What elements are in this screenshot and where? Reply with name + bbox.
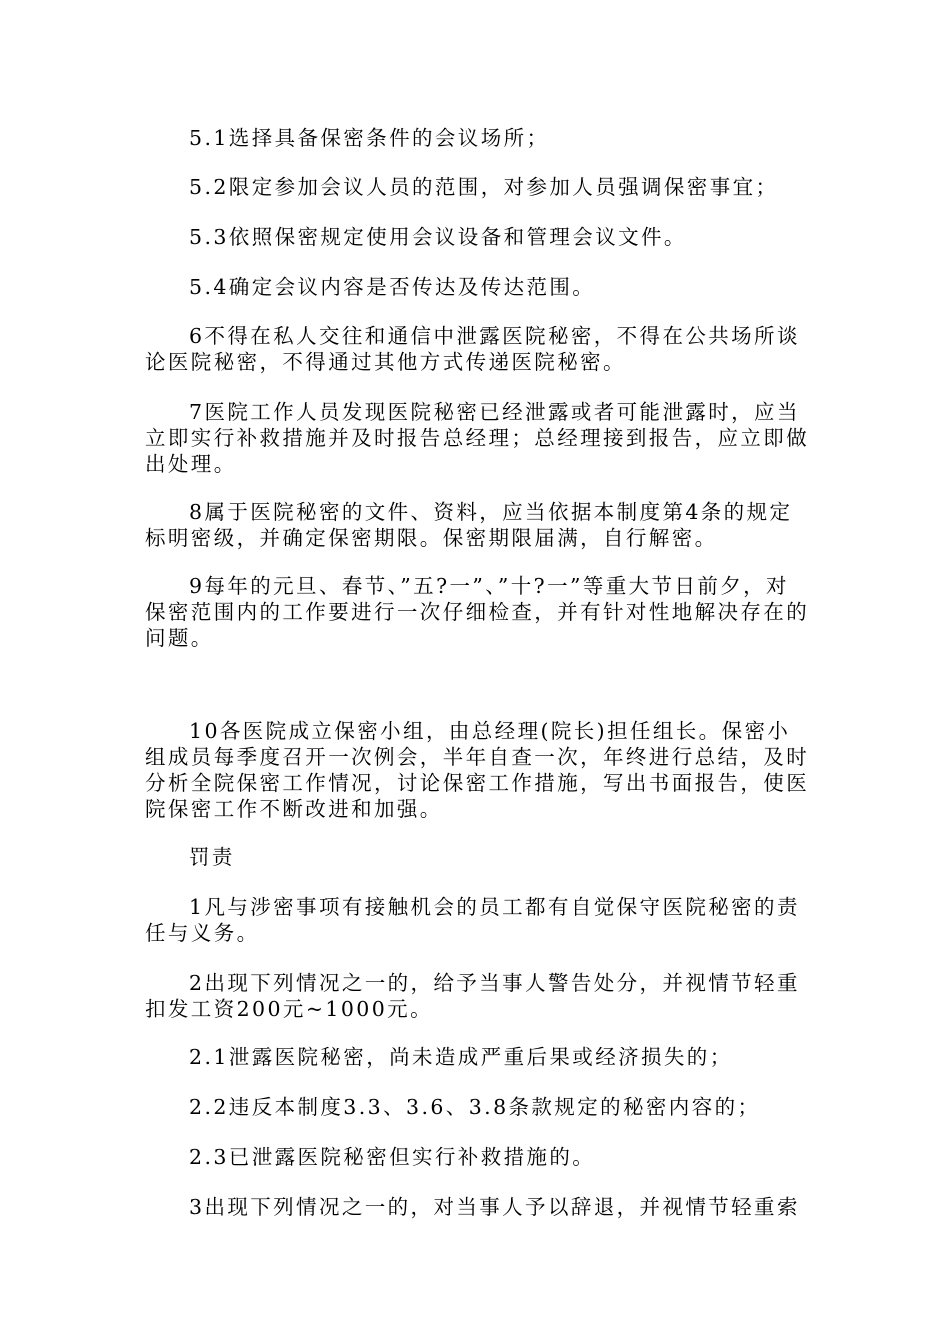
paragraph-5-3: 5.3依照保密规定使用会议设备和管理会议文件。 — [189, 225, 687, 249]
penalty-paragraph-3: 3出现下列情况之一的，对当事人予以辞退，并视情节轻重索 — [189, 1195, 800, 1219]
penalty-paragraph-2-1: 2.1泄露医院秘密，尚未造成严重后果或经济损失的； — [189, 1045, 733, 1069]
paragraph-8: 8属于医院秘密的文件、资料，应当依据本制度第4条的规定标明密级，并确定保密期限。保密期限届满，自行解密。 — [145, 500, 793, 550]
paragraph-5-4: 5.4确定会议内容是否传达及传达范围。 — [189, 275, 596, 299]
penalty-paragraph-2-3: 2.3已泄露医院秘密但实行补救措施的。 — [189, 1145, 596, 1169]
penalty-paragraph-1: 1凡与涉密事项有接触机会的员工都有自觉保守医院秘密的责任与义务。 — [145, 895, 800, 945]
paragraph-6: 6不得在私人交往和通信中泄露医院秘密，不得在公共场所谈论医院秘密，不得通过其他方式传递医院秘密。 — [145, 324, 800, 374]
penalty-paragraph-2-2: 2.2违反本制度3.3、3.6、3.8条款规定的秘密内容的； — [189, 1095, 761, 1119]
penalty-paragraph-2: 2出现下列情况之一的，给予当事人警告处分，并视情节轻重扣发工资200元~1000元。 — [145, 971, 800, 1021]
paragraph-5-2: 5.2限定参加会议人员的范围，对参加人员强调保密事宜； — [189, 175, 779, 199]
paragraph-9: 9每年的元旦、春节、”五?一”、”十?一”等重大节日前夕，对保密范围内的工作要进行一次仔细检查，并有针对性地解决存在的问题。 — [145, 574, 810, 650]
section-heading-penalty: 罚责 — [189, 845, 235, 869]
paragraph-5-1: 5.1选择具备保密条件的会议场所； — [189, 126, 550, 150]
paragraph-7: 7医院工作人员发现医院秘密已经泄露或者可能泄露时，应当立即实行补救措施并及时报告总经理；总经理接到报告，应立即做出处理。 — [145, 400, 810, 476]
paragraph-10: 10各医院成立保密小组，由总经理(院长)担任组长。保密小组成员每季度召开一次例会，半年自查一次，年终进行总结，及时分析全院保密工作情况，讨论保密工作措施，写出书面报告，使医院保密工作不断改进和加强。 — [145, 719, 810, 821]
